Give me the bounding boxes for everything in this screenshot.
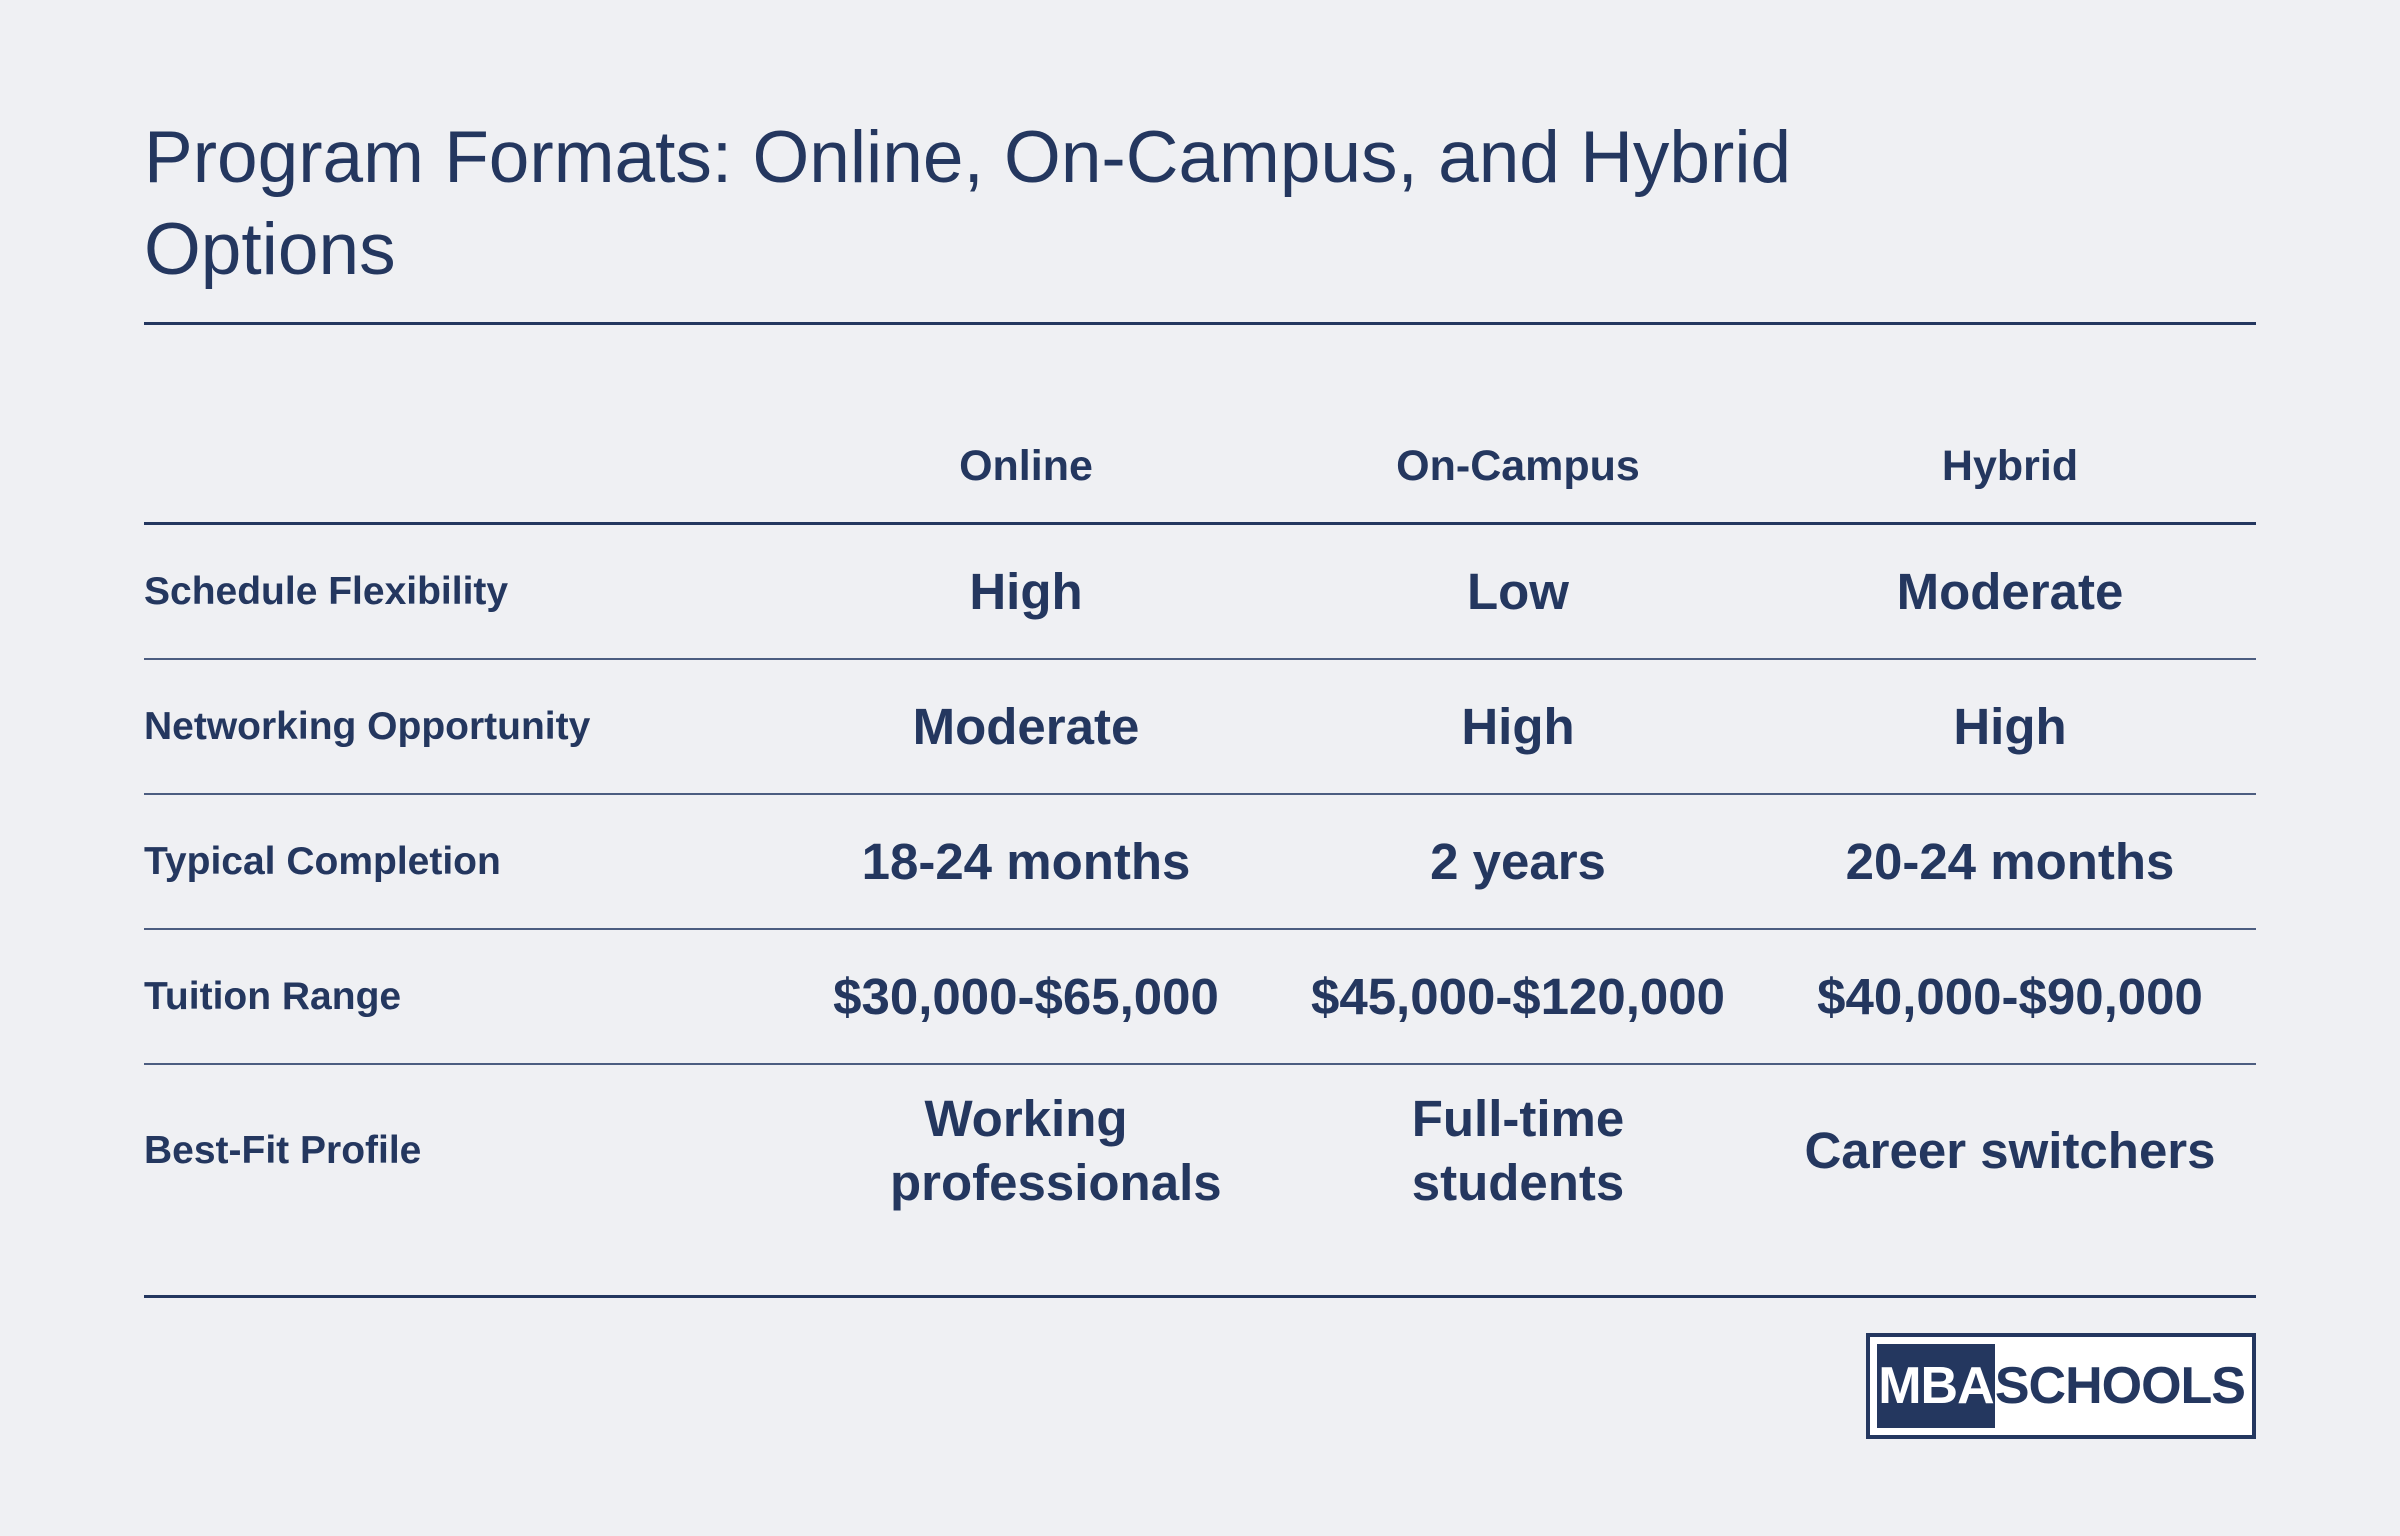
table-cell: Moderate [1764, 524, 2256, 660]
table-cell: 2 years [1272, 794, 1764, 929]
table-cell: $40,000-$90,000 [1764, 929, 2256, 1064]
table-cell: Career switchers [1804, 1122, 2216, 1179]
table-row [144, 1064, 2256, 1237]
table-cell: Working professionals [890, 1090, 1222, 1211]
table-cell: $30,000-$65,000 [780, 929, 1272, 1064]
table-cell: Full-time students [1411, 1090, 1625, 1211]
table-cell: 18-24 months [780, 794, 1272, 929]
table-row [144, 659, 2256, 794]
table-cell: 20-24 months [1764, 794, 2256, 929]
table-cell: High [780, 524, 1272, 660]
logo-schools-text: SCHOOLS [1994, 1357, 2245, 1415]
column-header-on-campus: On-Campus [1272, 410, 1764, 524]
title-divider [144, 322, 2256, 325]
row-label: Networking Opportunity [144, 659, 780, 794]
column-header-online: Online [780, 410, 1272, 524]
page-title: Program Formats: Online, On-Campus, and Hybrid Options [144, 117, 1792, 290]
row-label: Typical Completion [144, 794, 780, 929]
table-cell: Moderate [780, 659, 1272, 794]
table-row [144, 929, 2256, 1064]
column-header-empty [144, 410, 780, 524]
table-row [144, 524, 2256, 660]
table-cell: High [1764, 659, 2256, 794]
table-cell: High [1272, 659, 1764, 794]
table-row [144, 794, 2256, 929]
row-label: Best-Fit Profile [144, 1129, 422, 1172]
table-cell: $45,000-$120,000 [1272, 929, 1764, 1064]
program-format-table [144, 410, 2256, 1237]
mba-schools-logo [1866, 1333, 2256, 1439]
column-header-hybrid: Hybrid [1764, 410, 2256, 524]
row-label: Schedule Flexibility [144, 524, 780, 660]
logo-mba-text: MBA [1877, 1344, 1995, 1428]
table-header-row [144, 410, 2256, 524]
table-bottom-divider [144, 1295, 2256, 1298]
table-cell: Low [1272, 524, 1764, 660]
row-label: Tuition Range [144, 929, 780, 1064]
